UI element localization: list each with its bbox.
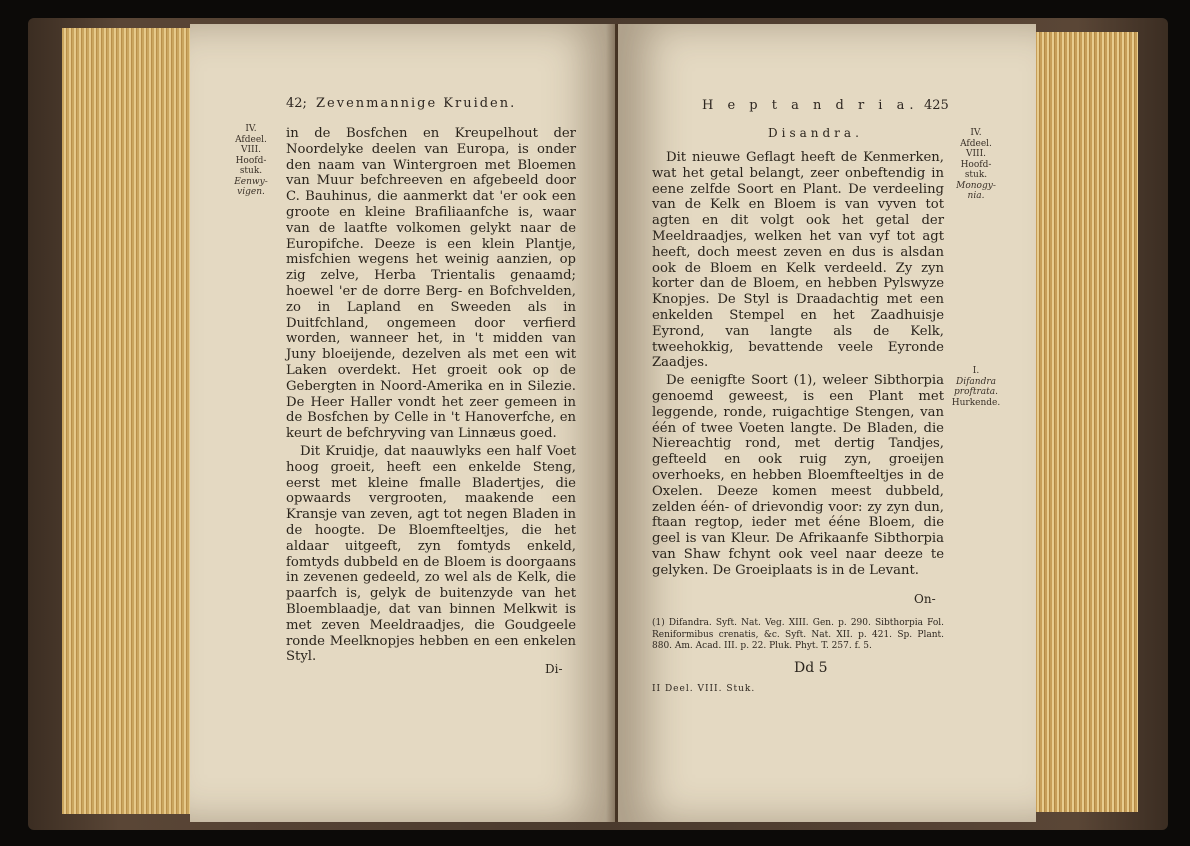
margin-line: Difandra	[955, 376, 997, 387]
left-body-text	[286, 126, 576, 665]
left-catchword: Di-	[545, 662, 563, 676]
signature-mark: Dd 5	[794, 660, 828, 676]
paragraph: Dit Kruidje, dat naauwlyks een half Voet hoog groeit, heeft een enkelde Steng, eerst met kleine fmalle Bladertjes, die opwaards vergrooten, maakende een Kransje van zeven, agt tot negen Bladen in de hoogte. De Bloemfteeltjes, die het aldaar uitgeeft, zyn fomtyds enkeld, fomtyds dubbeld en de Bloem is doorgaans in zevenen gedeeld, zo wel als de Kelk, die paarfch is, gelyk de buitenzyde van het Bloemblaadje, dat van binnen Melkwit is met zeven Meeldraadjes, die Goudgeele ronde Meelknopjes hebben en een enkelen Styl.	[286, 443, 576, 665]
margin-line: Hoofd-	[235, 155, 267, 166]
left-page-number: 42;	[286, 96, 307, 111]
right-page	[618, 24, 1036, 822]
margin-line: stuk.	[239, 166, 263, 176]
margin-line: proftrata.	[954, 387, 998, 397]
margin-line: stuk.	[964, 170, 988, 180]
margin-line: IV.	[970, 128, 982, 138]
margin-line: Monogy-	[956, 180, 996, 191]
left-running-head: Zevenmannige Kruiden.	[316, 96, 517, 111]
paragraph: De eenigfte Soort (1), weleer Sibthorpia genoemd geweest, is een Plant met leggende, ronde, ruigachtige Stengen, van één of twee Voeten langte. De Bladen, die Niereachtig rond, met dertig Tandjes, gefteeld en ook ruig zyn, groeijen overhoeks, en hebben Bloemfteeltjes in de Oxelen. Deeze komen meest dubbeld, zelden één- of drievondig voor: zy zyn dun, ftaan regtop, ieder met ééne Bloem, die geel is van Kleur. De Afrikaanfe Sibthorpia van Shaw fchynt ook veel naar deeze te gelyken. De Groeiplaats is in de Levant.	[652, 373, 944, 578]
right-page-number: 425	[924, 98, 949, 113]
margin-line: Eenwy-	[234, 176, 268, 187]
margin-line: VIII.	[240, 145, 262, 155]
left-page-edges	[62, 28, 190, 814]
bottom-line: II Deel. VIII. Stuk.	[652, 684, 756, 694]
right-margin-note	[948, 128, 1004, 202]
margin-line: Afdeel.	[960, 138, 992, 149]
right-catchword: On-	[914, 592, 936, 606]
margin-line: VIII.	[965, 149, 987, 159]
right-body-text	[652, 150, 944, 579]
paragraph: in de Bosfchen en Kreupelhout der Noordelyke deelen van Europa, is onder den naam van Wintergroen met Bloemen van Muur befchreeven en afgebeeld door C. Bauhinus, die aanmerkt dat 'er ook een groote en kleine Brafiliaanfche is, waar van de laatfte volkomen gelykt naar de Europifche. Deeze is een klein Plantje, misfchien wegens het weinig aanzien, op zig zelve, Herba Trientalis genaamd; hoewel 'er de dorre Berg- en Bofchvelden, zo in Lapland en Sweeden als in Duitfchland, ongemeen door verfierd worden, wanneer het, in 't midden van Juny bloeijende, dezelven als met een wit Laken overdekt. Het groeit ook op de Gebergten in Noord-Amerika en in Silezie. De Heer Haller vondt het zeer gemeen in de Bosfchen by Celle in 't Hanoverfche, en keurt de befchryving van Linnæus goed.	[286, 126, 576, 442]
section-title: Disandra.	[768, 126, 863, 140]
right-page-edges	[1030, 32, 1138, 812]
margin-line: Afdeel.	[235, 134, 267, 145]
footnote: (1) Difandra. Syft. Nat. Veg. XIII. Gen. p. 290. Sibthorpia Fol. Reniformibus crenatis, &c. Syft. Nat. XII. p. 421. Sp. Plant. 880. Am. Acad. III. p. 22. Pluk. Phyt. T. 257. f. 5.	[652, 618, 944, 651]
margin-line: IV.	[245, 124, 257, 134]
margin-line: vigen.	[237, 187, 265, 197]
left-margin-note	[226, 124, 276, 198]
right-running-head: H e p t a n d r i a.	[702, 98, 919, 113]
margin-line: Hoofd-	[960, 159, 992, 170]
left-page	[190, 24, 615, 822]
margin-line: nia.	[967, 191, 985, 201]
paragraph: Dit nieuwe Geflagt heeft de Kenmerken, wat het getal belangt, zeer onbeftendig in eene zelfde Soort en Plant. De verdeeling van de Kelk en Bloem is van vyven tot agten en dit volgt ook het getal der Meeldraadjes, welken het van vyf tot agt heeft, doch meest zeven en dus is alsdan ook de Bloem en Kelk verdeeld. Zy zyn korter dan de Bloem, en hebben Pylswyze Knopjes. De Styl is Draadachtig met een enkelden Stempel en het Zaadhuisje Eyrond, van langte als de Kelk, tweehokkig, bevattende veele Eyronde Zaadjes.	[652, 150, 944, 371]
margin-line: Hurkende.	[951, 397, 1001, 408]
species-margin-note	[948, 366, 1004, 408]
margin-line: I.	[972, 366, 980, 376]
